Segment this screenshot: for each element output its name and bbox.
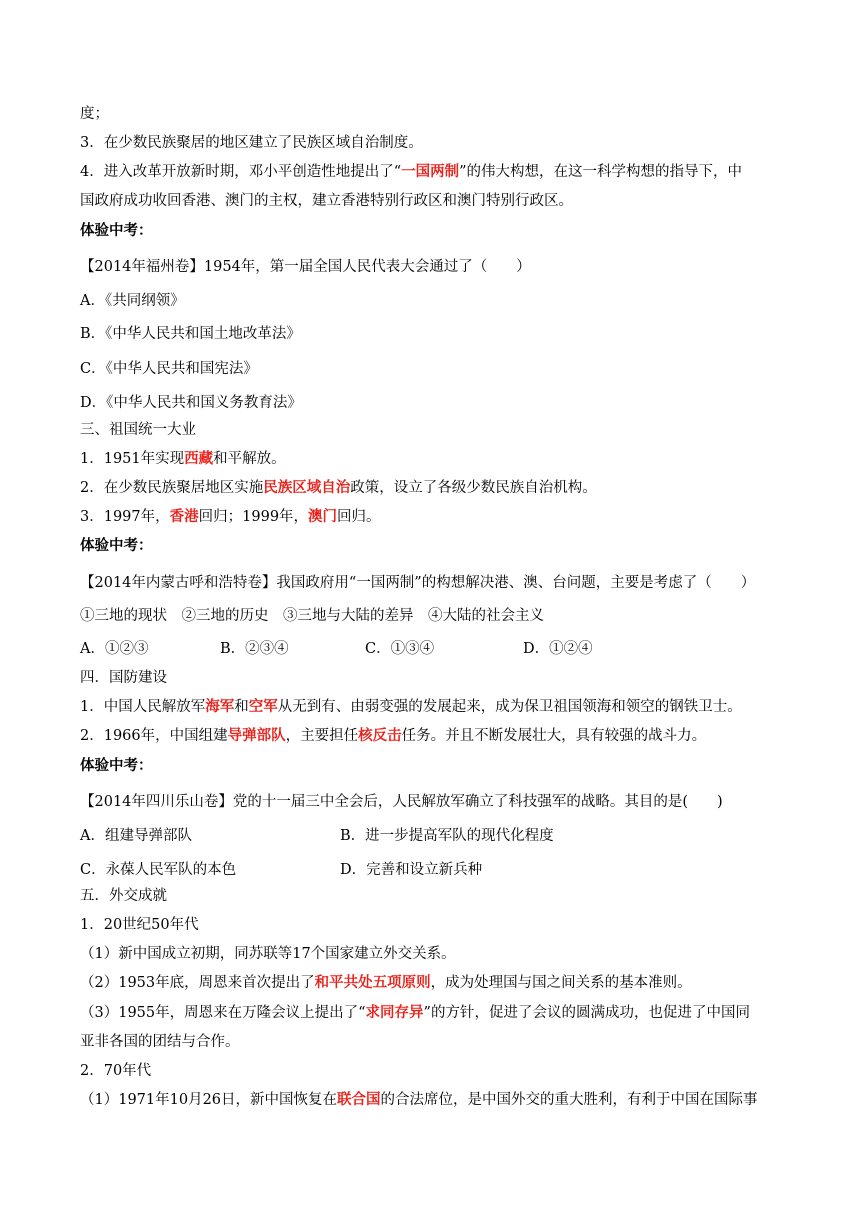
text-line: （3）1955年，周恩来在万隆会议上提出了“求同存异”的方针，促进了会议的圆满成功，也促进了中国同 xyxy=(80,1004,750,1021)
highlight-term: 海军 xyxy=(205,698,235,715)
text-line: 1．中国人民解放军海军和空军从无到有、由弱变强的发展起来，成为保卫祖国领海和领空的钢铁卫士。 xyxy=(80,698,742,715)
section-title: 三、祖国统一大业 xyxy=(80,422,196,438)
section-heading: 体验中考： xyxy=(80,222,153,239)
option-d: D．①②④ xyxy=(523,641,593,657)
question-stem: 【2014年四川乐山卷】党的十一届三中全会后，人民解放军确立了科技强军的战略。其目的是( ) xyxy=(80,794,723,810)
option-c: C．①③④ xyxy=(365,641,435,657)
option-d: D．完善和设立新兵种 xyxy=(340,862,483,878)
text-line: 2．70年代 xyxy=(80,1063,152,1079)
highlight-term: 导弹部队 xyxy=(227,727,286,744)
section-heading: 体验中考： xyxy=(80,537,153,554)
text-line: 亚非各国的团结与合作。 xyxy=(80,1034,240,1050)
text-line: （1）新中国成立初期，同苏联等17个国家建立外交关系。 xyxy=(80,946,456,962)
text-line: 国政府成功收回香港、澳门的主权，建立香港特别行政区和澳门特别行政区。 xyxy=(80,193,573,209)
highlight-term: 空军 xyxy=(248,698,278,715)
section-heading: 体验中考： xyxy=(80,757,153,774)
text-line: 3．1997年，香港回归；1999年，澳门回归。 xyxy=(80,508,381,525)
text-line: 4．进入改革开放新时期，邓小平创造性地提出了“一国两制”的伟大构想，在这一科学构想的指导下，中 xyxy=(80,163,743,180)
highlight-term: 联合国 xyxy=(337,1091,381,1108)
option-c: C．《中华人民共和国宪法》 xyxy=(80,361,258,377)
option-d: D．《中华人民共和国义务教育法》 xyxy=(80,395,302,411)
text-line: 1．1951年实现西藏和平解放。 xyxy=(80,450,286,467)
highlight-term: 澳门 xyxy=(308,508,338,525)
text-line: 3．在少数民族聚居的地区建立了民族区域自治制度。 xyxy=(80,135,423,151)
question-stem: 【2014年福州卷】1954年，第一届全国人民代表大会通过了（ ） xyxy=(80,259,531,275)
section-title: 四．国防建设 xyxy=(80,670,167,686)
text-line: 1．20世纪50年代 xyxy=(80,917,199,933)
option-a: A．《共同纲领》 xyxy=(80,293,185,309)
question-stem: 【2014年内蒙古呼和浩特卷】我国政府用“一国两制”的构想解决港、澳、台问题，主要是考虑了（ ） xyxy=(80,575,756,591)
highlight-term: 一国两制 xyxy=(401,163,460,180)
option-c: C．永葆人民军队的本色 xyxy=(80,862,237,878)
option-b: B．②③④ xyxy=(220,641,289,657)
text-line: 度； xyxy=(80,106,109,122)
highlight-term: 求同存异 xyxy=(365,1004,424,1021)
text-line: 2．在少数民族聚居地区实施民族区域自治政策，设立了各级少数民族自治机构。 xyxy=(80,479,597,496)
highlight-term: 和平共处五项原则 xyxy=(314,974,431,991)
highlight-term: 核反击 xyxy=(358,727,402,744)
option-b: B．《中华人民共和国土地改革法》 xyxy=(80,326,301,342)
text-line: （2）1953年底，周恩来首次提出了和平共处五项原则，成为处理国与国之间关系的基本准则。 xyxy=(80,974,692,991)
highlight-term: 西藏 xyxy=(184,450,214,467)
option-a: A．组建导弹部队 xyxy=(80,828,192,844)
question-items: ①三地的现状 ②三地的历史 ③三地与大陆的差异 ④大陆的社会主义 xyxy=(80,608,544,624)
text-line: （1）1971年10月26日，新中国恢复在联合国的合法席位，是中国外交的重大胜利，有利于中国在国际事 xyxy=(80,1091,758,1108)
option-b: B．进一步提高军队的现代化程度 xyxy=(340,828,554,844)
section-title: 五．外交成就 xyxy=(80,888,167,904)
text-line: 2．1966年，中国组建导弹部队，主要担任核反击任务。并且不断发展壮大，具有较强的战斗力。 xyxy=(80,727,707,744)
option-a: A．①②③ xyxy=(80,641,149,657)
highlight-term: 香港 xyxy=(169,508,199,525)
highlight-term: 民族区域自治 xyxy=(263,479,351,496)
